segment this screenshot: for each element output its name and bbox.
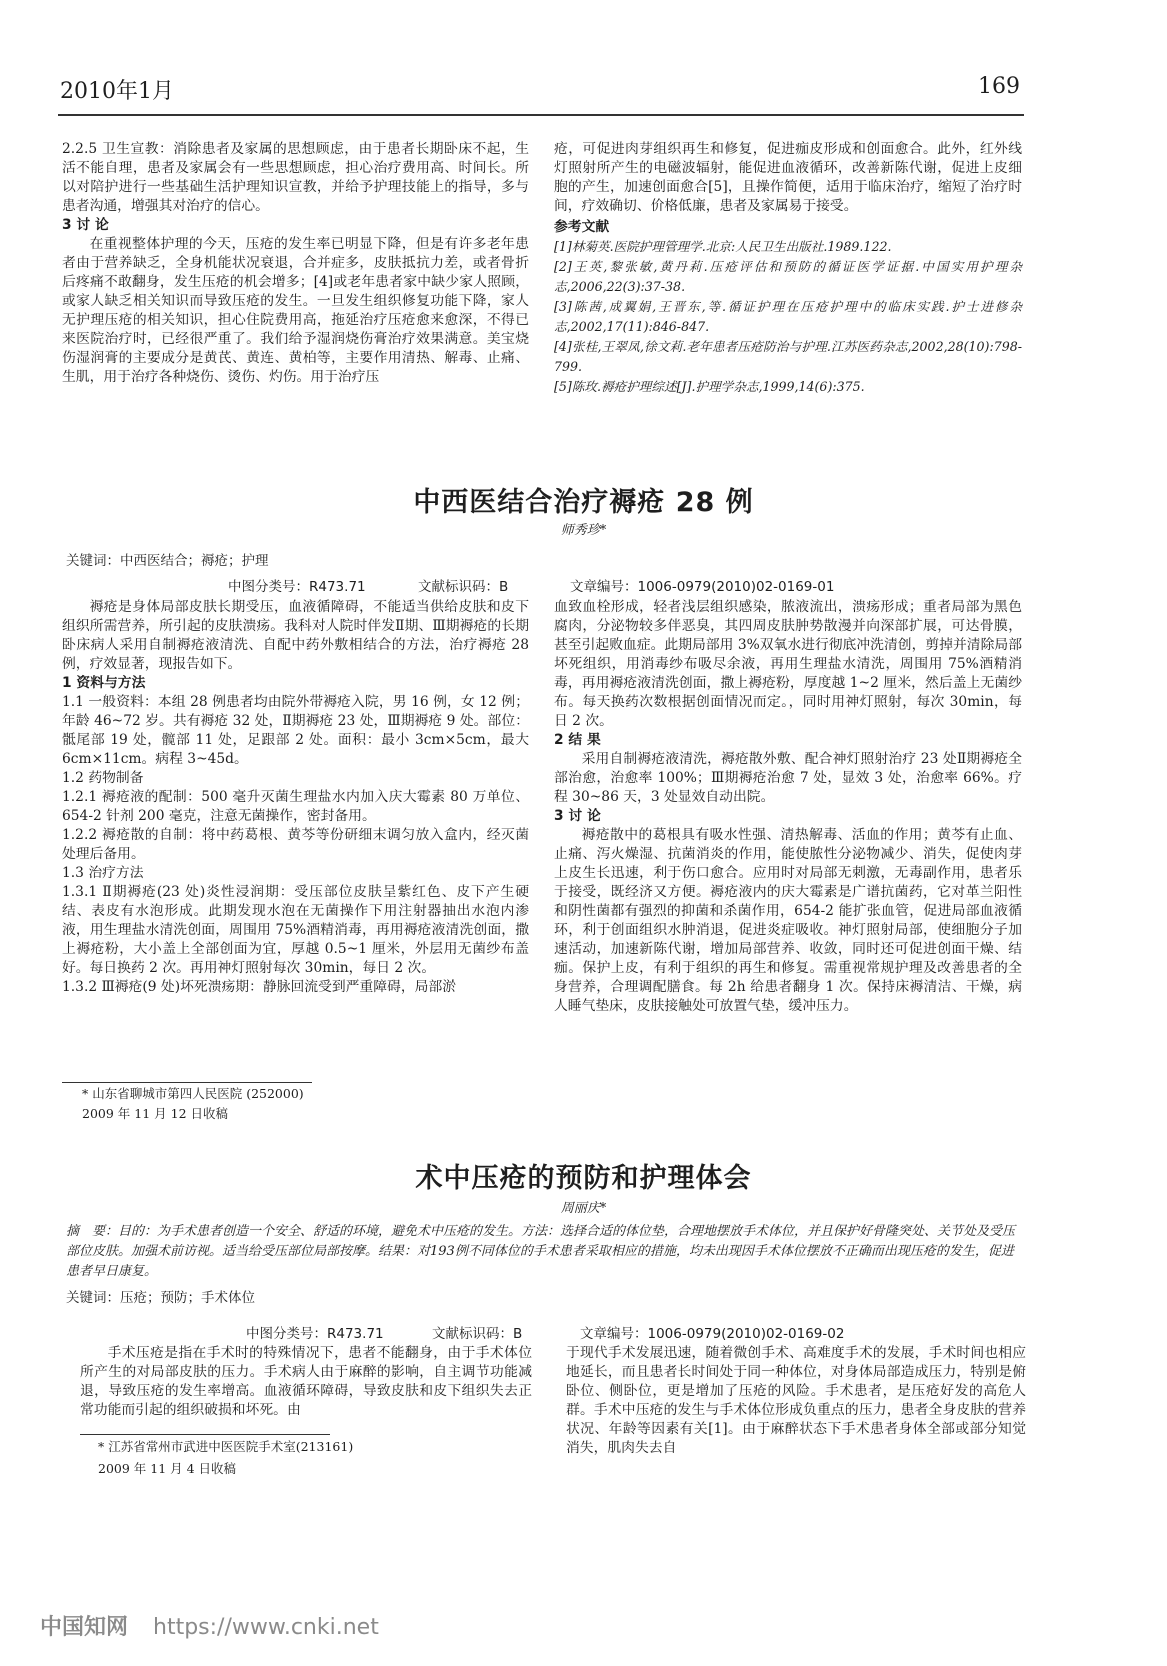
article3-article-no: 文章编号：1006-0979(2010)02-0169-02 — [580, 1326, 845, 1342]
paragraph: 1.1 一般资料：本组 28 例患者均由院外带褥疮入院，男 16 例，女 12 例；年龄 46~72 岁。共有褥疮 32 处，Ⅱ期褥疮 23 处，Ⅲ期褥疮 9 处。部位：骶尾部 19 处，髋部 11 处，足跟部 2 处。面积：最小 3cm×5cm，最大 6cm×11cm。病程 3~45d。 — [62, 694, 529, 767]
article3-abstract: 摘 要：目的：为手术患者创造一个安全、舒适的环境，避免术中压疮的发生。方法：选择合适的体位垫，合理地摆放手术体位，并且保护好骨隆突处、关节处及受压部位皮肤。加强术前访视。适当给受压部位局部按摩。结果：对193例不同体位的手术患者采取相应的措施，均未出现因手术体位摆放不正确而出现压疮的发生，促进患者早日康复。 — [66, 1224, 1016, 1279]
paragraph: 3 讨 论 — [62, 217, 109, 233]
article2-keywords: 关键词：中西医结合；褥疮；护理 — [66, 553, 269, 569]
paragraph: 2 结 果 — [554, 732, 601, 748]
paragraph: 1 资料与方法 — [62, 675, 146, 691]
article3-footnote-rule — [80, 1434, 330, 1435]
references-list — [554, 237, 1022, 397]
paragraph: 于现代手术发展迅速，随着微创手术、高难度手术的发展，手术时间也相应地延长，而且患者长时间处于同一种体位，对身体局部造成压力，特别是俯卧位、侧卧位，更是增加了压疮的风险。手术患者，是压疮好发的高危人群。手术中压疮的发生与手术体位形成负重点的压力，患者全身皮肤的营养状况、年龄等因素有关[1]。由于麻醉状态下手术患者身体全部或部分知觉消失，肌肉失去自 — [566, 1345, 1026, 1456]
article2-article-no: 文章编号：1006-0979(2010)02-0169-01 — [570, 579, 835, 595]
article3-author: 周丽庆* — [560, 1201, 607, 1216]
article3-left-column — [80, 1344, 532, 1420]
paragraph: 1.2.2 褥疮散的自制：将中药葛根、黄芩等份研细末调匀放入盒内，经灭菌处理后备用。 — [62, 827, 529, 862]
paragraph: 1.2 药物制备 — [62, 770, 144, 786]
article3-right-column — [566, 1344, 1026, 1458]
article2-clc: 中图分类号：R473.71 — [228, 579, 366, 595]
paragraph: 1.3 治疗方法 — [62, 865, 144, 881]
article3-doc-code: 文献标识码：B — [432, 1326, 523, 1342]
paragraph: 1.3.1 Ⅱ期褥疮(23 处)炎性浸润期：受压部位皮肤呈紫红色、皮下产生硬结、表皮有水泡形成。此期发现水泡在无菌操作下用注射器抽出水泡内渗液，用生理盐水清洗创面，周围用 75%酒精消毒，再用褥疮液清洗创面，撒上褥疮粉，大小盖上全部创面为宜，厚越 0.5~1 厘米，外层用无菌纱布盖好。每日换药 2 次。再用神灯照射每次 30min，每日 2 次。 — [62, 884, 529, 976]
paragraph: 在重视整体护理的今天，压疮的发生率已明显下降，但是有许多老年患者由于营养缺乏，全身机能状况衰退，合并症多，皮肤抵抗力差，或者骨折后疼痛不敢翻身，发生压疮的机会增多；[4]或老年患者家中缺少家人照顾，或家人缺乏相关知识而导致压疮的发生。一旦发生组织修复功能下降，家人无护理压疮的相关知识，担心住院费用高，拖延治疗压疮愈来愈深，不得已来医院治疗时，已经很严重了。我们给予湿润烧伤膏治疗效果满意。美宝烧伤湿润膏的主要成分是黄芪、黄连、黄柏等，主要作用清热、解毒、止痛、生肌，用于治疗各种烧伤、烫伤、灼伤。用于治疗压 — [62, 236, 529, 385]
article2-footnote-date: 2009 年 11 月 12 日收稿 — [82, 1106, 228, 1121]
article3-title: 术中压疮的预防和护理体会 — [415, 1163, 752, 1194]
paragraph: 3 讨 论 — [554, 808, 601, 824]
paragraph: 1.2.1 褥疮液的配制：500 毫升灭菌生理盐水内加入庆大霉素 80 万单位、654-2 针剂 200 毫克，注意无菌操作，密封备用。 — [62, 789, 529, 824]
article1-left-column — [62, 140, 529, 387]
article1-right-column — [554, 140, 1022, 397]
paragraph: 褥疮是身体局部皮肤长期受压，血液循障碍，不能适当供给皮肤和皮下组织所需营养，所引起的皮肤溃疡。我科对人院时伴发Ⅱ期、Ⅲ期褥疮的长期卧床病人采用自制褥疮液清洗、自配中药外敷相结合的方法，治疗褥疮 28 例，疗效显著，现报告如下。 — [62, 599, 529, 672]
paragraph: 采用自制褥疮液清洗，褥疮散外敷、配合神灯照射治疗 23 处Ⅱ期褥疮全部治愈，治愈率 100%；Ⅲ期褥疮治愈 7 处，显效 3 处，治愈率 66%。疗程 30~86 天，3 处显效自动出院。 — [554, 751, 1022, 805]
article2-footnote-rule — [62, 1082, 312, 1083]
references-heading: 参考文献 — [554, 219, 610, 235]
article2-author: 师秀珍* — [560, 523, 607, 538]
article3-clc: 中图分类号：R473.71 — [246, 1326, 384, 1342]
paragraph: 手术压疮是指在手术时的特殊情况下，患者不能翻身，由于手术体位所产生的对局部皮肤的压力。手术病人由于麻醉的影响，自主调节功能减退，导致压疮的发生率增高。血液循环障碍，导致皮肤和皮下组织失去正常功能而引起的组织破损和坏死。由 — [80, 1345, 532, 1418]
paragraph: 褥疮散中的葛根具有吸水性强、清热解毒、活血的作用；黄芩有止血、止痛、泻火燥湿、抗菌消炎的作用，能使脓性分泌物减少、消失，促使肉芽上皮生长迅速，利于伤口愈合。应用时对局部无刺激，无毒副作用，患者乐于接受，既经济又方便。褥疮液内的庆大霉素是广谱抗菌药，它对革兰阳性和阴性菌都有强烈的抑菌和杀菌作用，654-2 能扩张血管，促进局部血液循环，利于创面组织水肿消退，促进炎症吸收。神灯照射局部，使细胞分子加速活动，加速新陈代谢，增加局部营养、收敛，同时还可促进创面干燥、结痂。保护上皮，有利于组织的再生和修复。需重视常规护理及改善患者的全身营养，合理调配膳食。每 2h 给患者翻身 1 次。保持床褥清洁、干燥，病人睡气垫床，皮肤接触处可放置气垫，缓冲压力。 — [554, 827, 1022, 1014]
reference-item: [4]张桂,王翠凤,徐文莉.老年患者压疮防治与护理.江苏医药杂志,2002,28(10):798-799. — [554, 339, 1022, 374]
paragraph: 2.2.5 卫生宣教：消除患者及家属的思想顾虑，由于患者长期卧床不起，生活不能自理，患者及家属会有一些思想顾虑，担心治疗费用高、时间长。所以对陪护进行一些基础生活护理知识宣教，并给予护理技能上的指导，多与患者沟通，增强其对治疗的信心。 — [62, 141, 529, 214]
header-rule — [58, 114, 1024, 116]
article3-footnote-affiliation: * 江苏省常州市武进中医医院手术室(213161) — [98, 1439, 354, 1454]
header-date: 2010年1月 — [60, 79, 174, 104]
running-header — [60, 74, 1020, 104]
page-number: 169 — [978, 74, 1020, 99]
reference-item: [1]林菊英.医院护理管理学.北京:人民卫生出版社.1989.122. — [554, 239, 892, 254]
article2-title: 中西医结合治疗褥疮 28 例 — [413, 487, 754, 518]
reference-item: [5]陈玫.褥疮护理综述[J].护理学杂志,1999,14(6):375. — [554, 379, 865, 394]
article2-footnote-affiliation: * 山东省聊城市第四人民医院 (252000) — [82, 1086, 304, 1101]
paragraph: 血致血栓形成，轻者浅层组织感染，脓液流出，溃疡形成；重者局部为黑色腐肉，分泌物较多伴恶臭，其四周皮肤肿势散漫并向深部扩展，可达骨膜，甚至引起败血症。此期局部用 3%双氧水进行彻底冲洗清创，剪掉并清除局部坏死组织，用消毒纱布吸尽余液，再用生理盐水清洗，周围用 75%酒精消毒，再用褥疮液清洗创面，撒上褥疮粉，厚度越 1~2 厘米，然后盖上无菌纱布。每天换药次数根据创面情况而定。，同时用神灯照射，每次 30min，每日 2 次。 — [554, 599, 1022, 729]
watermark-url[interactable]: https://www.cnki.net — [153, 1615, 379, 1640]
watermark-brand: 中国知网 — [40, 1615, 129, 1640]
reference-item: [2]王英,黎张敏,黄丹莉.压疮评估和预防的循证医学证据.中国实用护理杂志,2006,22(3):37-38. — [554, 259, 1022, 294]
paragraph: 疮，可促进肉芽组织再生和修复，促进痂皮形成和创面愈合。此外，红外线灯照射所产生的电磁波辐射，能促进血液循环，改善新陈代谢，促进上皮细胞的产生，加速创面愈合[5]，且操作简便，适用于临床治疗，缩短了治疗时间，疗效确切、价格低廉，患者及家属易于接受。 — [554, 141, 1022, 214]
article2-right-column — [554, 598, 1022, 1016]
article2-left-column — [62, 598, 529, 997]
paragraph: 1.3.2 Ⅲ褥疮(9 处)坏死溃疡期：静脉回流受到严重障碍，局部淤 — [62, 979, 457, 995]
article2-doc-code: 文献标识码：B — [418, 579, 509, 595]
article3-keywords: 关键词：压疮；预防；手术体位 — [66, 1290, 255, 1306]
cnki-watermark — [40, 1610, 379, 1641]
reference-item: [3]陈茜,成翼娟,王晋东,等.循证护理在压疮护理中的临床实践.护士进修杂志,2002,17(11):846-847. — [554, 299, 1022, 334]
article3-footnote-date: 2009 年 11 月 4 日收稿 — [98, 1461, 237, 1476]
